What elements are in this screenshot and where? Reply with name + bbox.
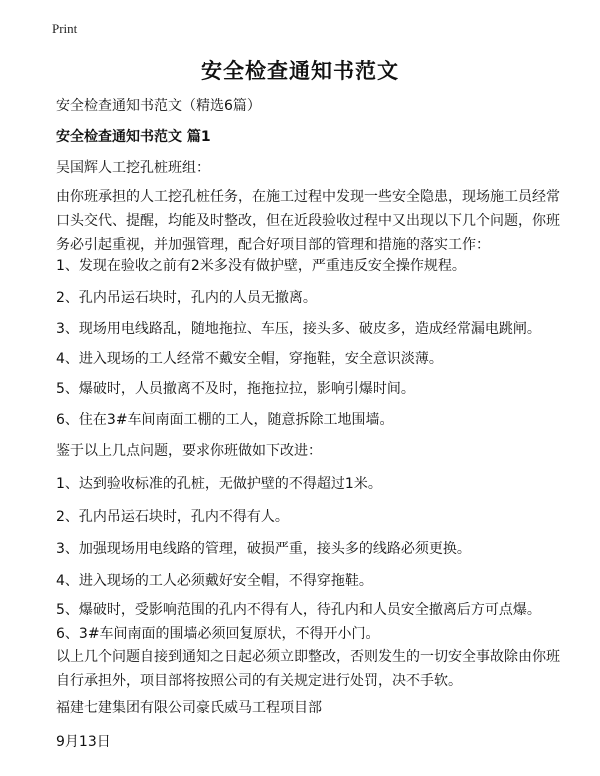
- requirement-item: 3、加强现场用电线路的管理，破损严重，接头多的线路必须更换。: [56, 541, 471, 557]
- document-subtitle: 安全检查通知书范文（精选6篇）: [56, 98, 261, 114]
- requirement-item: 5、爆破时，受影响范围的孔内不得有人，待孔内和人员安全撤离后方可点爆。 6、3#车间南面的围墙必须回复原状，不得开小门。: [56, 602, 541, 642]
- page-title: 安全检查通知书范文: [201, 59, 399, 83]
- problem-item: 2、孔内吊运石块时，孔内的人员无撤离。: [56, 290, 317, 306]
- requirement-item: 1、达到验收标准的孔桩，无做护壁的不得超过1米。: [56, 476, 382, 492]
- problem-item: 5、爆破时，人员撤离不及时，拖拖拉拉，影响引爆时间。: [56, 381, 415, 397]
- section-heading: 安全检查通知书范文 篇1: [56, 129, 211, 145]
- problem-item: 3、现场用电线路乱，随地拖拉、车压，接头多、破皮多，造成经常漏电跳闸。: [56, 321, 541, 337]
- requirement-item: 4、进入现场的工人必须戴好安全帽，不得穿拖鞋。: [56, 573, 373, 589]
- problem-item: 6、住在3#车间南面工棚的工人，随意拆除工地围墙。: [56, 412, 394, 428]
- signature: 福建七建集团有限公司豪氏威马工程项目部: [56, 700, 322, 716]
- greeting: 吴国辉人工挖孔桩班组：: [56, 160, 210, 176]
- date: 9月13日: [56, 734, 111, 750]
- print-link[interactable]: Print: [52, 21, 78, 36]
- requirement-item: 2、孔内吊运石块时，孔内不得有人。: [56, 509, 289, 525]
- problem-item: 4、进入现场的工人经常不戴安全帽，穿拖鞋，安全意识淡薄。: [56, 351, 443, 367]
- problem-item: 1、发现在验收之前有2米多没有做护壁，严重违反安全操作规程。: [56, 258, 466, 274]
- closing-paragraph: 以上几个问题自接到通知之日起必须立即整改，否则发生的一切安全事故除由你班自行承担外，项目部将按照公司的有关规定进行处罚，决不手软。: [56, 649, 560, 689]
- requirements-intro: 鉴于以上几点问题，要求你班做如下改进：: [56, 443, 322, 459]
- intro-paragraph: 由你班承担的人工挖孔桩任务，在施工过程中发现一些安全隐患，现场施工员经常口头交代、提醒，均能及时整改，但在近段验收过程中又出现以下几个问题，你班务必引起重视，并加强管理，配合好项目部的管理和措施的落实工作：: [56, 189, 560, 253]
